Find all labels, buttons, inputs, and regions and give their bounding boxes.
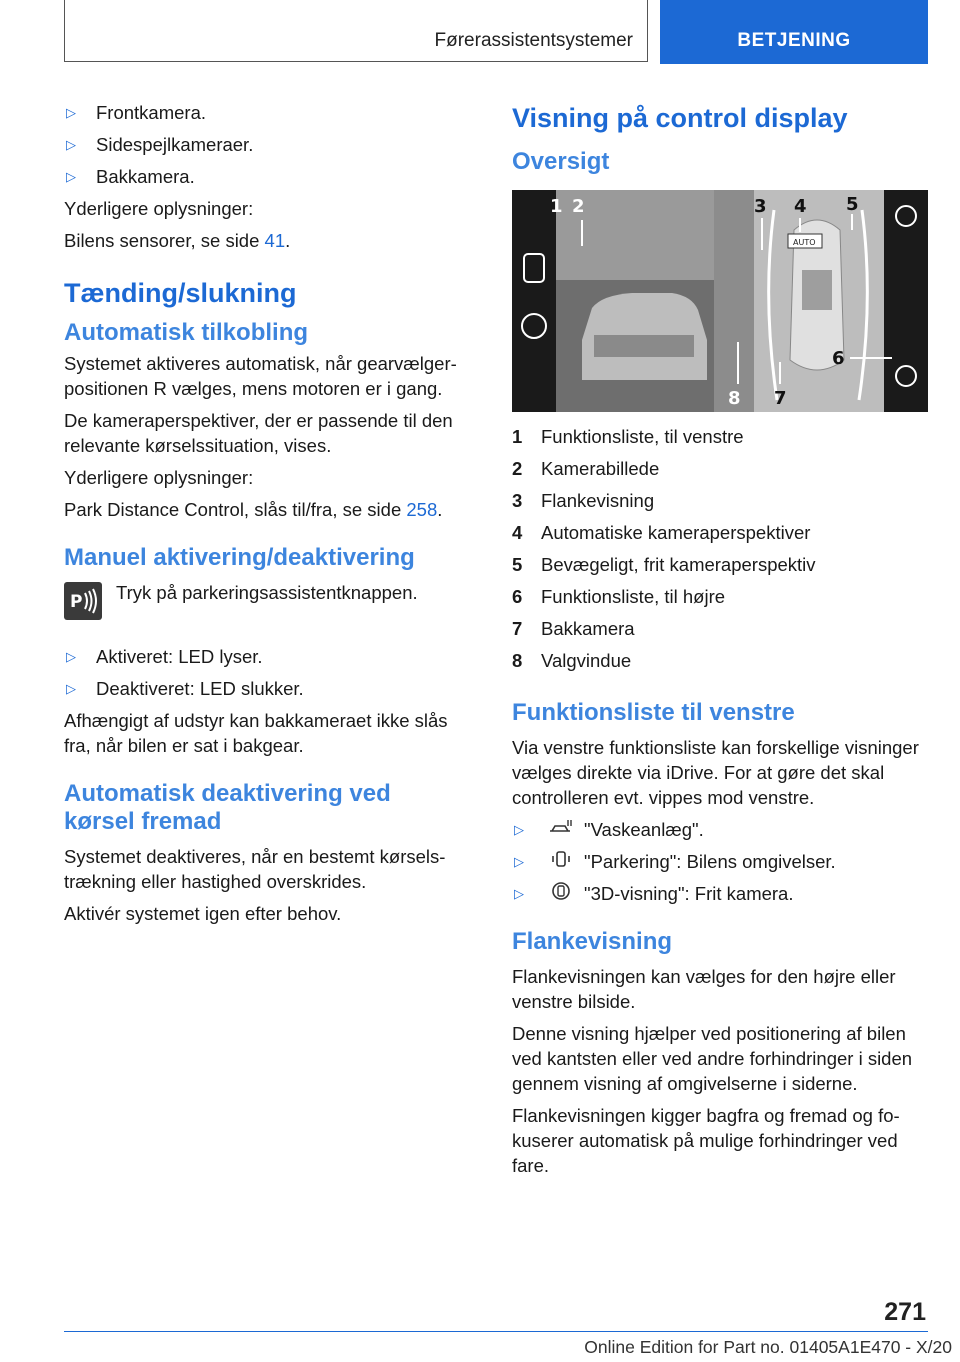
page-number: 271 <box>884 1298 926 1326</box>
chapter-tab-label: BETJENING <box>737 30 851 51</box>
callout-4: 4 <box>794 196 807 217</box>
section-title-box <box>64 0 648 62</box>
svg-text:P: P <box>70 592 83 612</box>
callout-7: 7 <box>774 388 787 409</box>
chapter-tab <box>660 0 928 64</box>
3d-view-icon <box>548 881 574 901</box>
triangle-bullet-icon: ▷ <box>66 137 76 152</box>
heading-manual-activation: Manuel aktivering/deaktivering <box>64 544 415 571</box>
paragraph: Aktivér systemet igen efter behov. <box>64 903 342 924</box>
triangle-bullet-icon: ▷ <box>66 105 76 120</box>
callout-3: 3 <box>754 196 767 217</box>
paragraph: Tryk på parkeringsassistentknappen. <box>116 582 418 603</box>
button-instruction <box>64 580 464 620</box>
legend-item: 7 Bakkamera <box>512 618 635 639</box>
paragraph: Flankevisningen kan vælges for den højre eller venstre bilside. <box>512 966 896 1012</box>
callout-2: 2 <box>572 196 585 217</box>
heading-overview: Oversigt <box>512 148 610 175</box>
legend-item: 4 Automatiske kameraperspektiver <box>512 522 811 543</box>
list-item: ▷ "Vaskeanlæg". <box>514 819 704 840</box>
paragraph: Via venstre funktionsliste kan forskellige visninger vælges direkte via iDrive. For at gøre det skal controlleren evt. vippes mod venstre. <box>512 737 919 808</box>
triangle-bullet-icon: ▷ <box>66 649 76 664</box>
list-item: ▷ Sidespejlkameraer. <box>66 134 254 155</box>
triangle-bullet-icon: ▷ <box>66 169 76 184</box>
heading-flank-view: Flankevisning <box>512 928 673 955</box>
more-info-label: Yderligere oplysninger: <box>64 467 254 488</box>
callout-5: 5 <box>846 194 859 215</box>
list-item: ▷ "Parkering": Bilens omgivelser. <box>514 851 836 872</box>
left-column <box>64 100 464 933</box>
paragraph: Flankevisningen kigger bagfra og fremad og fokuserer automatisk på mulige forhindringer ved fare. <box>512 1105 900 1176</box>
heading-ignition: Tænding/slukning <box>64 278 297 308</box>
cross-reference: Bilens sensorer, se side 41. <box>64 230 291 251</box>
camera-view-illustration <box>512 190 928 412</box>
heading-function-list-left: Funktionsliste til venstre <box>512 699 795 726</box>
callout-6: 6 <box>832 348 845 369</box>
paragraph: De kameraperspektiver, der er passende til den relevante kørselssituation, vises. <box>64 410 453 456</box>
svg-text:AUTO: AUTO <box>793 238 816 247</box>
triangle-bullet-icon: ▷ <box>514 854 524 869</box>
more-info-label: Yderligere oplysninger: <box>64 198 254 219</box>
list-item: ▷ Aktiveret: LED lyser. <box>66 646 263 667</box>
paragraph: Systemet aktiveres automatisk, når gearvælgerpositionen R vælges, mens motoren er i gang. <box>64 353 457 399</box>
legend-item: 1 Funktionsliste, til venstre <box>512 426 744 447</box>
figure-legend <box>512 424 932 673</box>
page-link[interactable]: 41 <box>264 230 286 251</box>
list-item: ▷ Deaktiveret: LED slukker. <box>66 678 304 699</box>
paragraph: Denne visning hjælper ved positionering af bilen ved kantsten eller ved andre forhindringer i siden gennem visning af omgivelserne i siderne. <box>512 1023 913 1094</box>
list-item: ▷ Frontkamera. <box>66 102 207 123</box>
heading-auto-deactivation: Automatisk deaktivering ved kørsel fremad <box>64 780 391 835</box>
page-link[interactable]: 258 <box>406 499 438 520</box>
footer-divider <box>64 1331 928 1332</box>
car-wash-icon <box>548 817 574 837</box>
callout-8: 8 <box>728 388 741 409</box>
control-display-figure <box>512 190 928 412</box>
edition-note: Online Edition for Part no. 01405A1E470 - X/20 <box>584 1337 952 1357</box>
section-title: Førerassistentsystemer <box>434 30 633 51</box>
parking-surroundings-icon <box>548 849 574 869</box>
triangle-bullet-icon: ▷ <box>514 822 524 837</box>
legend-item: 3 Flankevisning <box>512 490 655 511</box>
paragraph: Afhængigt af udstyr kan bakkameraet ikke slås fra, når bilen er sat i bakgear. <box>64 710 448 756</box>
right-column <box>512 100 932 1185</box>
page-header <box>64 0 928 64</box>
paragraph: Systemet deaktiveres, når en bestemt kørselstrækning eller hastighed overskrides. <box>64 846 446 892</box>
list-item: ▷ Bakkamera. <box>66 166 195 187</box>
legend-item: 8 Valgvindue <box>512 650 632 671</box>
callout-1: 1 <box>550 196 563 217</box>
heading-control-display: Visning på control display <box>512 103 848 133</box>
legend-item: 2 Kamerabillede <box>512 458 660 479</box>
triangle-bullet-icon: ▷ <box>514 886 524 901</box>
triangle-bullet-icon: ▷ <box>66 681 76 696</box>
list-item: ▷ "3D-visning": Frit kamera. <box>514 883 794 904</box>
legend-item: 5 Bevægeligt, frit kameraperspektiv <box>512 554 816 575</box>
cross-reference: Park Distance Control, slås til/fra, se side 258. <box>64 499 443 520</box>
heading-auto-activation: Automatisk tilkobling <box>64 319 309 346</box>
parking-assistant-button-icon <box>64 582 102 620</box>
legend-item: 6 Funktionsliste, til højre <box>512 586 726 607</box>
